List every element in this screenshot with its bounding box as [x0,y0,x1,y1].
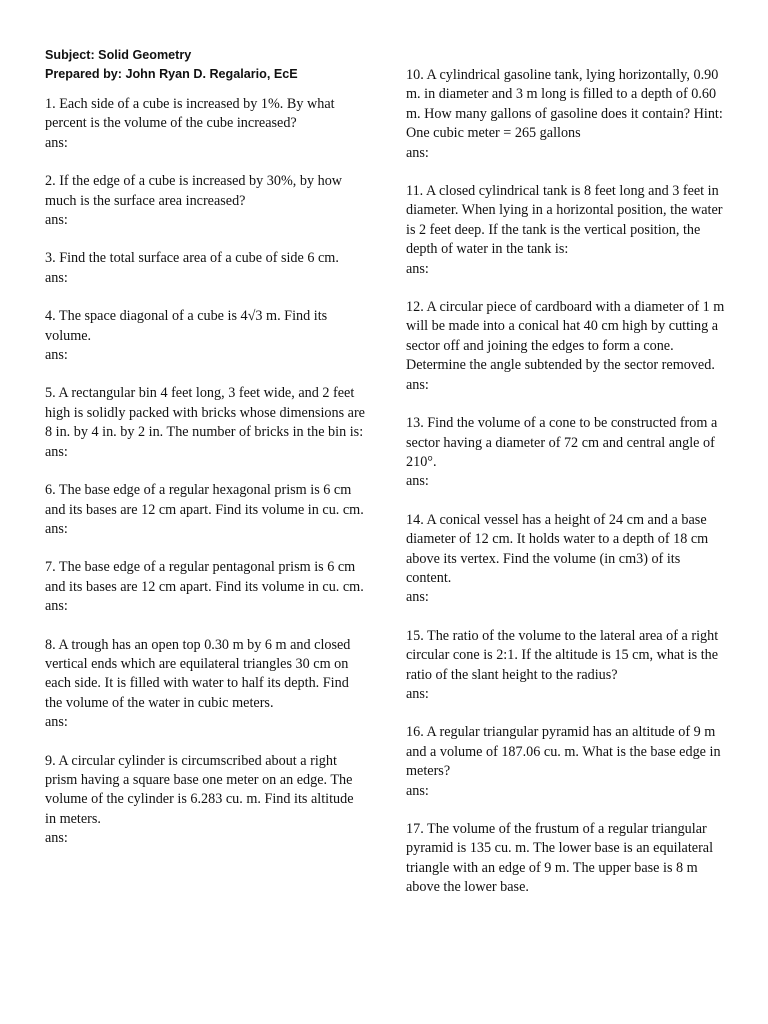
answer-label: ans: [406,589,429,606]
prepared-by-line: Prepared by: John Ryan D. Regalario, EcE [45,67,298,81]
question-text: 5. A rectangular bin 4 feet long, 3 feet wide, and 2 feet high is solidly packed with bricks whose dimensions are 8 in. by 4 in. by 2 in. The number of bricks in the bin is: [45,385,365,441]
question-text: 14. A conical vessel has a height of 24 cm and a base diameter of 12 cm. It holds water to a depth of 18 cm above its vertex. Find the volume (in cm3) of its content. [406,511,709,586]
question-item [45,172,367,230]
question-item [406,627,728,705]
subject-line: Subject: Solid Geometry [45,48,192,62]
answer-label: ans: [406,782,429,799]
question-item [406,414,728,492]
question-text: 13. Find the volume of a cone to be constructed from a sector having a diameter of 72 cm and central angle of 210°. [406,415,718,470]
answer-label: ans: [45,598,68,615]
question-text: 15. The ratio of the volume to the lateral area of a right circular cone is 2:1. If the altitude is 15 cm, what is the ratio of the slant height to the radius? [406,627,719,683]
question-text: 11. A closed cylindrical tank is 8 feet long and 3 feet in diameter. When lying in a horizontal position, the water is 2 feet deep. If the tank is the vertical position, the depth of water in the tank is: [406,183,723,258]
question-item [45,384,367,462]
question-text: 1. Each side of a cube is increased by 1%. By what percent is the volume of the cube increased? [45,96,335,132]
question-item [406,66,728,163]
question-item [406,182,728,279]
answer-label: ans: [406,144,429,161]
question-text: 3. Find the total surface area of a cube of side 6 cm. [45,250,339,267]
answer-label: ans: [45,269,68,286]
left-column [45,46,367,868]
question-text: 10. A cylindrical gasoline tank, lying horizontally, 0.90 m. in diameter and 3 m long is filled to a depth of 0.60 m. How many gallons of gasoline does it contain? Hint: One cubic meter = 265 gallons [406,67,723,142]
answer-label: ans: [45,134,68,151]
question-text: 8. A trough has an open top 0.30 m by 6 m and closed vertical ends which are equilateral triangles 30 cm on each side. It is filled with water to half its depth. Find the volume of the water in cubic meters. [45,636,351,711]
answer-label: ans: [45,830,68,847]
answer-label: ans: [45,714,68,731]
right-column [406,66,728,917]
question-item [45,95,367,153]
question-item [406,298,728,395]
question-item [45,636,367,733]
question-text: 4. The space diagonal of a cube is 4√3 m. Find its volume. [45,308,328,344]
question-text: 6. The base edge of a regular hexagonal prism is 6 cm and its bases are 12 cm apart. Find its volume in cu. cm. [45,482,364,518]
question-text: 17. The volume of the frustum of a regular triangular pyramid is 135 cu. m. The lower base is an equilateral triangle with an edge of 9 m. The upper base is 8 m above the lower base. [406,821,714,896]
document-header [45,46,367,84]
question-text: 16. A regular triangular pyramid has an altitude of 9 m and a volume of 187.06 cu. m. What is the base edge in meters? [406,724,721,780]
question-text: 12. A circular piece of cardboard with a diameter of 1 m will be made into a conical hat 40 cm high by cutting a sector off and joining the edges to form a cone. Determine the angle subtended by the sector removed. [406,299,725,374]
question-text: 7. The base edge of a regular pentagonal prism is 6 cm and its bases are 12 cm apart. Find its volume in cu. cm. [45,559,364,595]
answer-label: ans: [45,520,68,537]
question-text: 9. A circular cylinder is circumscribed about a right prism having a square base one meter on an edge. The volume of the cylinder is 6.283 cu. m. Find its altitude in meters. [45,752,354,827]
question-item [45,752,367,849]
answer-label: ans: [45,212,68,229]
question-item [406,723,728,801]
answer-label: ans: [406,473,429,490]
question-item [406,511,728,608]
answer-label: ans: [45,347,68,364]
question-item [45,481,367,539]
question-text: 2. If the edge of a cube is increased by 30%, by how much is the surface area increased? [45,173,343,209]
question-item [406,820,728,898]
answer-label: ans: [406,260,429,277]
question-item [45,558,367,616]
question-item [45,307,367,365]
question-item [45,249,367,288]
answer-label: ans: [406,376,429,393]
answer-label: ans: [45,443,68,460]
answer-label: ans: [406,685,429,702]
